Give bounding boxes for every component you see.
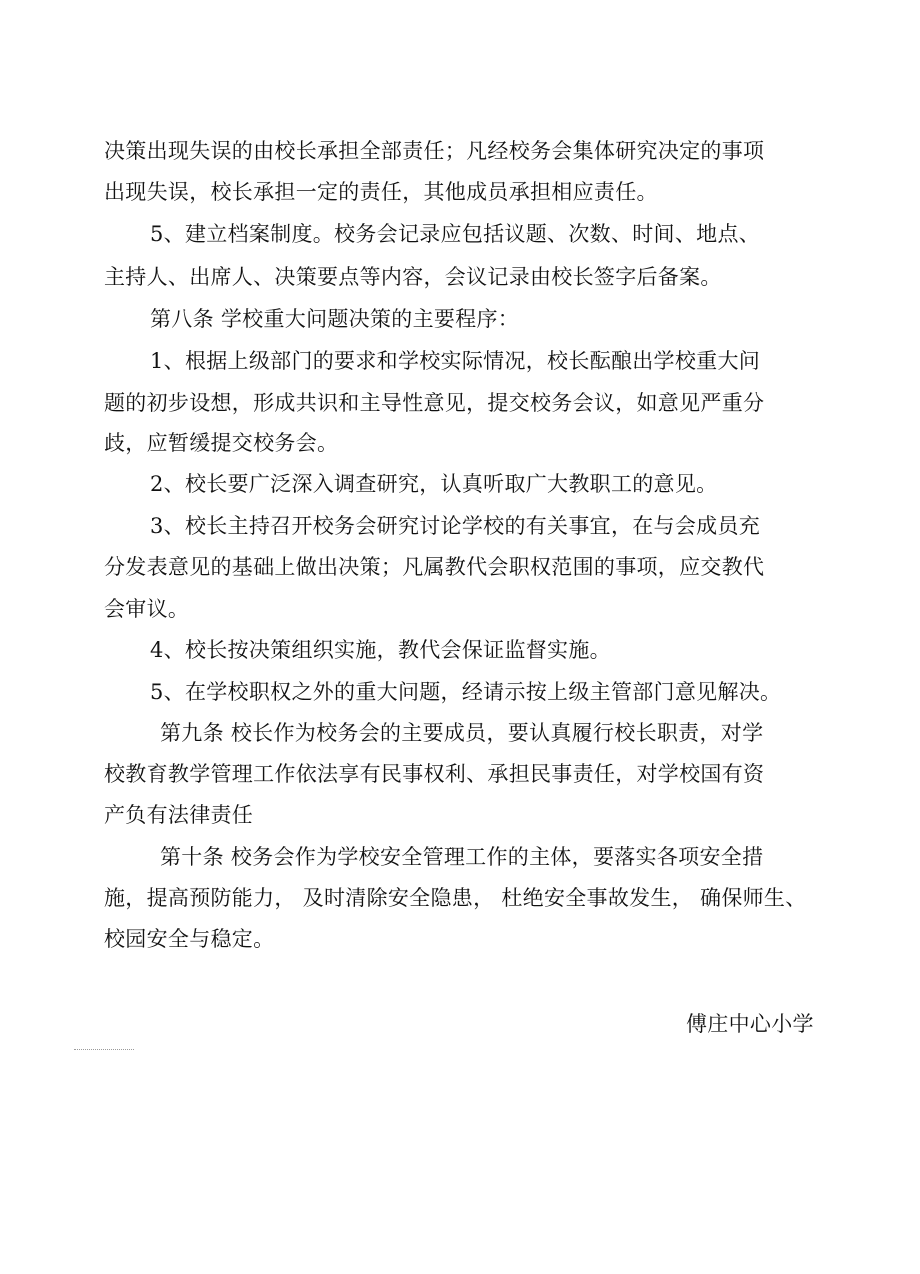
text-line-4: 主持人、出席人、决策要点等内容，会议记录由校长签字后备案。 bbox=[104, 265, 722, 289]
section-heading-article-8: 第八条 学校重大问题决策的主要程序： bbox=[150, 307, 520, 331]
text-line-19: 施，提高预防能力， 及时清除安全隐患， 杜绝安全事故发生， 确保师生、 bbox=[104, 886, 807, 910]
text-line-9: 2、校长要广泛深入调查研究，认真听取广大教职工的意见。 bbox=[150, 472, 718, 496]
footer-dotted-rule bbox=[74, 1049, 134, 1050]
text-line-1: 决策出现失误的由校长承担全部责任；凡经校务会集体研究决定的事项 bbox=[104, 139, 765, 163]
section-heading-article-10: 第十条 校务会作为学校安全管理工作的主体，要落实各项安全措 bbox=[160, 845, 764, 869]
text-line-8: 歧，应暂缓提交校务会。 bbox=[104, 431, 339, 455]
section-heading-article-9: 第九条 校长作为校务会的主要成员，要认真履行校长职责，对学 bbox=[160, 721, 764, 745]
signature-school-name: 傅庄中心小学 bbox=[686, 1012, 814, 1036]
text-line-17: 产负有法律责任 bbox=[104, 803, 254, 827]
text-line-2: 出现失误，校长承担一定的责任，其他成员承担相应责任。 bbox=[104, 180, 658, 204]
text-line-3: 5、建立档案制度。校务会记录应包括议题、次数、时间、地点、 bbox=[150, 222, 761, 246]
text-line-14: 5、在学校职权之外的重大问题，经请示按上级主管部门意见解决。 bbox=[150, 680, 782, 704]
text-line-13: 4、校长按决策组织实施，教代会保证监督实施。 bbox=[150, 638, 611, 662]
text-line-7: 题的初步设想，形成共识和主导性意见，提交校务会议，如意见严重分 bbox=[104, 391, 765, 415]
text-line-16: 校教育教学管理工作依法享有民事权利、承担民事责任，对学校国有资 bbox=[104, 762, 765, 786]
text-line-6: 1、根据上级部门的要求和学校实际情况，校长酝酿出学校重大问 bbox=[150, 349, 761, 373]
text-line-12: 会审议。 bbox=[104, 597, 190, 621]
text-line-11: 分发表意见的基础上做出决策；凡属教代会职权范围的事项，应交教代 bbox=[104, 555, 765, 579]
text-line-20: 校园安全与稳定。 bbox=[104, 927, 275, 951]
text-line-10: 3、校长主持召开校务会研究讨论学校的有关事宜，在与会成员充 bbox=[150, 514, 761, 538]
